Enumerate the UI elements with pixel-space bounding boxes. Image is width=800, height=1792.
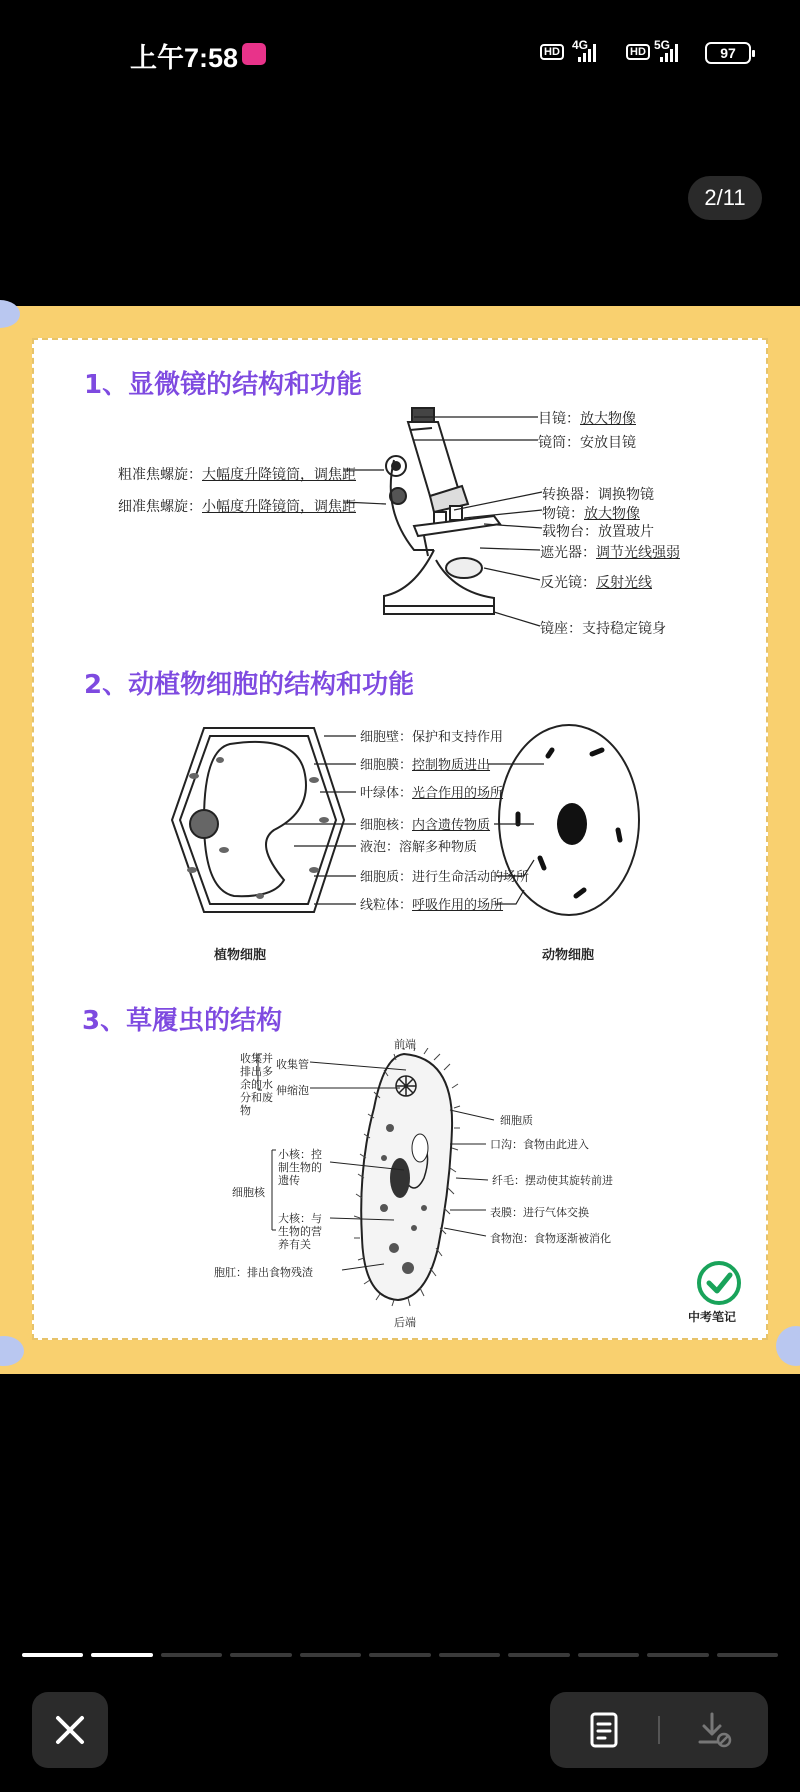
section-title-microscope: 1、显微镜的结构和功能	[84, 370, 363, 400]
label-anal-pore: 胞肛：排出食物残渣	[214, 1266, 313, 1279]
label-cilia: 纤毛：摆动使其旋转前进	[492, 1174, 613, 1187]
progress-segment	[22, 1653, 83, 1657]
progress-segment	[647, 1653, 708, 1657]
progress-segment	[91, 1653, 152, 1657]
label-stage: 载物台：放置玻片	[542, 524, 654, 540]
label-mitochondria: 线粒体：呼吸作用的场所	[360, 898, 504, 913]
progress-segment	[717, 1653, 778, 1657]
progress-segment	[369, 1653, 430, 1657]
network-label-2: 5G	[654, 38, 671, 52]
download-button[interactable]	[690, 1706, 738, 1754]
label-micronucleus: 小核：控 制生物的 遗传	[278, 1148, 322, 1187]
decor-blob	[0, 300, 20, 328]
label-macronucleus: 大核：与 生物的营 养有关	[278, 1212, 322, 1251]
close-button[interactable]	[32, 1692, 108, 1768]
progress-segment	[439, 1653, 500, 1657]
label-collect-tube: 收集管	[276, 1058, 309, 1071]
label-coarse-focus: 粗准焦螺旋：大幅度升降镜筒，调焦距	[118, 467, 356, 483]
app-notification-icon	[242, 43, 266, 65]
label-nosepiece: 转换器：调换物镜	[542, 487, 654, 503]
progress-segment	[578, 1653, 639, 1657]
label-collect-function: 收集并 排出多 余的水 分和废 物	[240, 1052, 273, 1117]
progress-segment	[508, 1653, 569, 1657]
label-front: 前端	[394, 1038, 416, 1051]
label-food-vacuole: 食物泡：食物逐渐被消化	[490, 1232, 611, 1245]
network-label-1: 4G	[572, 38, 589, 52]
label-pellicle: 表膜：进行气体交换	[490, 1206, 589, 1219]
label-tube: 镜筒：安放目镜	[538, 435, 636, 451]
caption-animal-cell: 动物细胞	[542, 948, 595, 963]
signal-icon-2	[660, 44, 678, 62]
microscope-leader-lines	[304, 400, 544, 640]
label-eyepiece: 目镜：放大物像	[538, 411, 636, 427]
label-nucleus-group: 细胞核	[232, 1186, 265, 1199]
status-bar	[0, 0, 800, 110]
caption-plant-cell: 植物细胞	[214, 948, 267, 963]
section-title-cells: 2、动植物细胞的结构和功能	[84, 670, 415, 700]
document-content	[32, 338, 768, 1340]
progress-segment	[300, 1653, 361, 1657]
logo-text: 中考笔记	[688, 1310, 737, 1324]
download-disabled-icon	[690, 1706, 738, 1754]
action-divider	[658, 1716, 660, 1744]
section-title-paramecium: 3、草履虫的结构	[82, 1006, 283, 1036]
label-back: 后端	[394, 1316, 416, 1329]
hd-badge-1: HD	[540, 44, 564, 60]
battery-icon: 97	[705, 42, 751, 64]
page-progress	[22, 1653, 778, 1658]
label-mirror: 反光镜：反射光线	[540, 575, 652, 591]
label-nucleus: 细胞核：内含遗传物质	[360, 818, 491, 833]
label-oral-groove: 口沟：食物由此进入	[490, 1138, 589, 1151]
signal-icon-1	[578, 44, 596, 62]
progress-segment	[230, 1653, 291, 1657]
label-objective: 物镜：放大物像	[542, 506, 640, 522]
label-fine-focus: 细准焦螺旋：小幅度升降镜筒，调焦距	[118, 499, 356, 515]
decor-blob	[776, 1326, 800, 1366]
progress-segment	[161, 1653, 222, 1657]
label-contractile-vacuole: 伸缩泡	[276, 1084, 309, 1097]
label-vacuole: 液泡：溶解多种物质	[360, 840, 478, 855]
status-time: 上午7:58	[130, 43, 239, 73]
label-diaphragm: 遮光器：调节光线强弱	[540, 545, 680, 561]
action-bar	[550, 1692, 768, 1768]
page-counter: 2/11	[688, 176, 762, 220]
label-para-cytoplasm: 细胞质	[500, 1114, 533, 1127]
hd-badge-2: HD	[626, 44, 650, 60]
document-button[interactable]	[580, 1706, 628, 1754]
label-cytoplasm: 细胞质：进行生命活动的场所	[360, 870, 530, 885]
decor-blob	[0, 1336, 24, 1366]
document-image[interactable]	[0, 306, 800, 1374]
label-cell-membrane: 细胞膜：控制物质进出	[360, 758, 491, 773]
close-icon	[32, 1692, 108, 1768]
document-icon	[580, 1706, 628, 1754]
label-cell-wall: 细胞壁：保护和支持作用	[360, 730, 504, 745]
label-chloroplast: 叶绿体：光合作用的场所	[360, 786, 504, 801]
check-logo-icon	[696, 1260, 742, 1306]
label-base: 镜座：支持稳定镜身	[540, 621, 666, 637]
